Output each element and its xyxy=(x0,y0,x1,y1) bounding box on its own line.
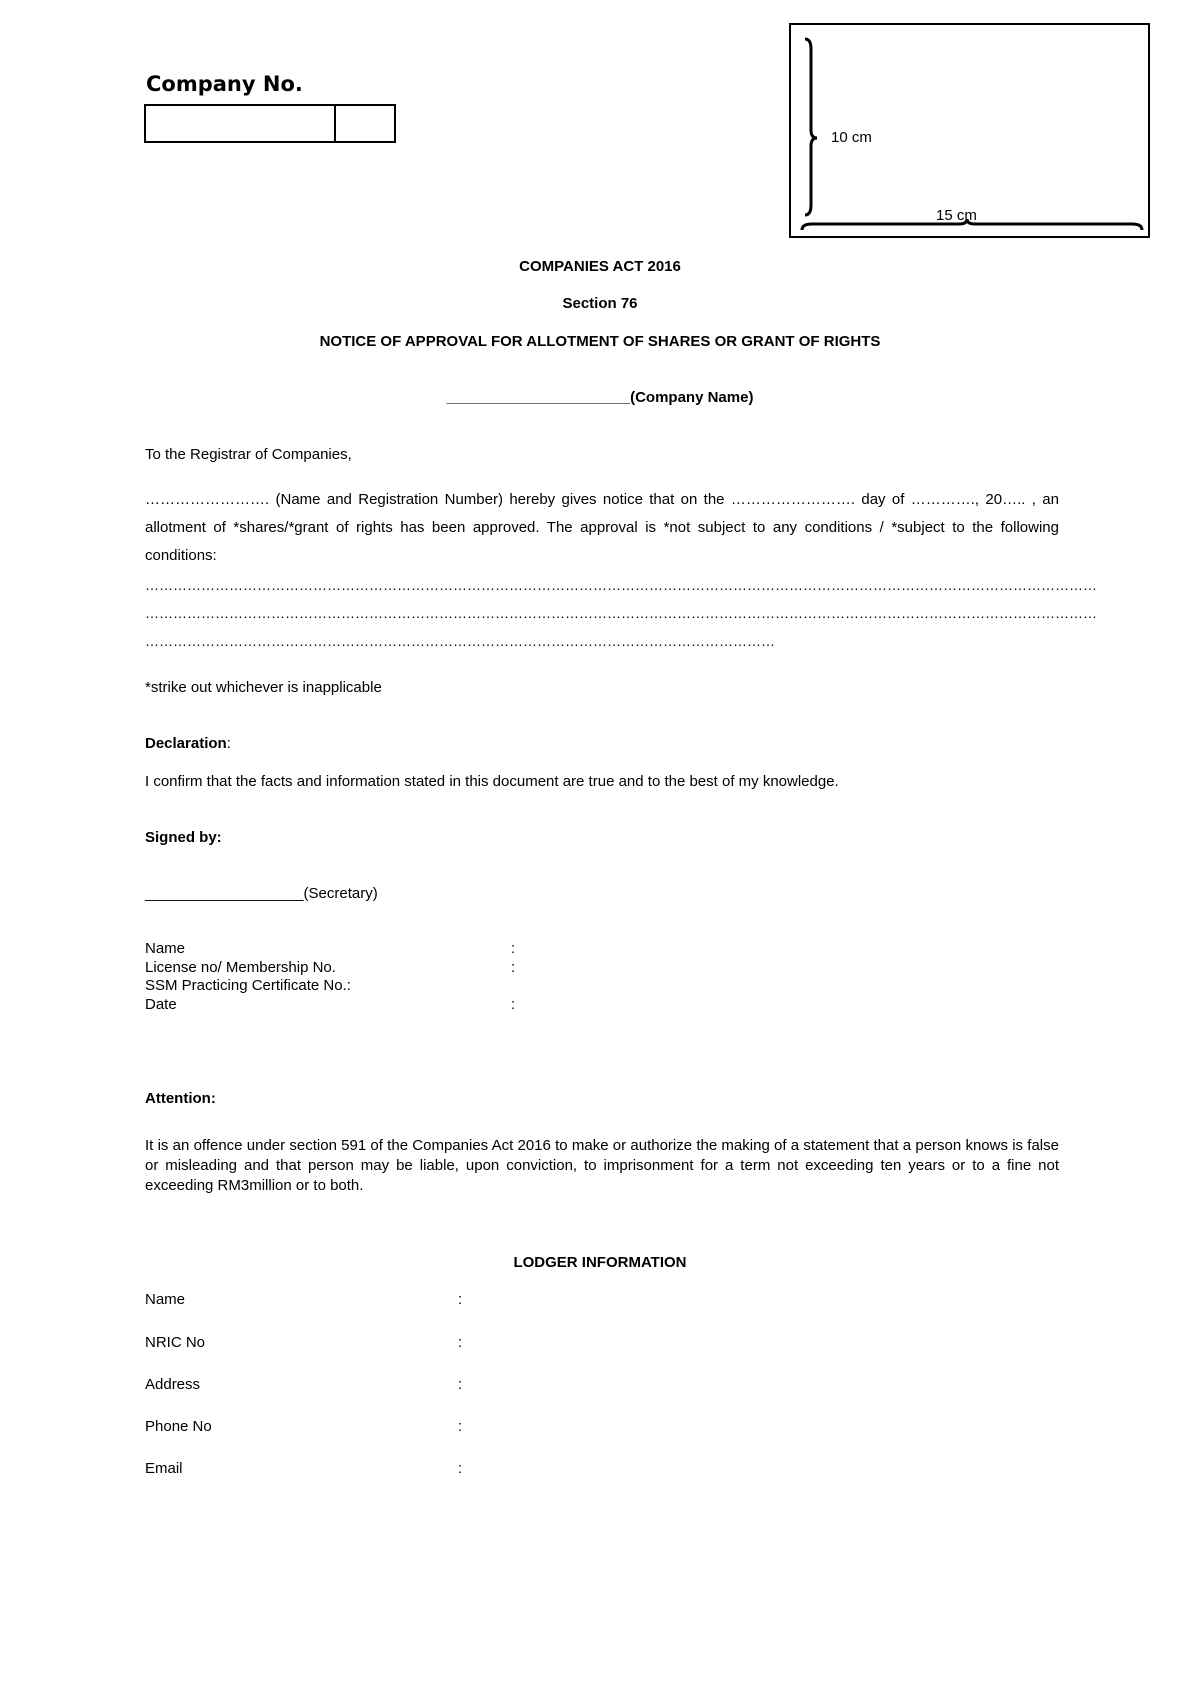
declaration-heading xyxy=(145,730,1059,758)
license-no-colon: : xyxy=(511,959,516,976)
secretary-label: (Secretary) xyxy=(303,885,378,902)
height-bracket xyxy=(805,39,817,215)
declaration-heading-text: Declaration xyxy=(145,735,227,752)
condition-line-2[interactable]: …………………………………………………………………………………………………………………………………………………………………………………… xyxy=(145,605,1097,621)
declaration-heading-colon: : xyxy=(226,735,231,752)
signature-blank[interactable]: ___________________ xyxy=(145,885,304,902)
photo-placeholder-box xyxy=(789,23,1150,238)
lodger-address-colon: : xyxy=(458,1376,463,1393)
secretary-signature-line xyxy=(145,880,1059,908)
lodger-email-colon: : xyxy=(458,1460,463,1477)
company-no-label: Company No. xyxy=(146,72,303,96)
lodger-name-label: Name xyxy=(145,1291,186,1308)
lodger-nric-label: NRIC No xyxy=(145,1334,206,1351)
signer-name-label: Name xyxy=(145,940,186,957)
height-dimension-label: 10 cm xyxy=(831,129,872,146)
lodger-name-colon: : xyxy=(458,1291,463,1308)
attention-text: It is an offence under section 591 of the Companies Act 2016 to make or authorize the making of a statement that a person knows is false or misleading and that person may be liable, upon conviction, to imprisonment for a term not exceeding ten years or to a fine not exceeding RM3million or to both. xyxy=(145,1137,1059,1194)
declaration-text: I confirm that the facts and information stated in this document are true and to the best of my knowledge. xyxy=(145,773,839,790)
company-no-box-divider xyxy=(334,106,336,141)
company-name-blank[interactable]: ______________________ xyxy=(446,389,631,406)
lodger-email-label: Email xyxy=(145,1460,183,1477)
lodger-nric-colon: : xyxy=(458,1334,463,1351)
salutation: To the Registrar of Companies, xyxy=(145,446,352,463)
signer-date-colon: : xyxy=(511,996,516,1013)
condition-line-3[interactable]: ……………………………………………………………………………………………………………………… xyxy=(145,633,775,649)
notice-title: NOTICE OF APPROVAL FOR ALLOTMENT OF SHARES OR GRANT OF RIGHTS xyxy=(319,333,881,350)
signed-by-heading: Signed by: xyxy=(145,829,222,846)
notice-paragraph: ……………………. (Name and Registration Number) hereby gives notice that on the ……………………. day of …………., 20….. , an allotment of *shares/*grant of rights has been approved. The approval is *not subject to any conditions / *subject to the following conditions: xyxy=(145,491,1059,564)
width-dimension-label: 15 cm xyxy=(936,207,977,224)
company-no-input-box[interactable] xyxy=(144,104,396,143)
lodger-address-label: Address xyxy=(145,1376,201,1393)
lodger-info-heading: LODGER INFORMATION xyxy=(513,1254,687,1271)
signer-date-label: Date xyxy=(145,996,177,1013)
section-title: Section 76 xyxy=(562,295,638,312)
company-name-line xyxy=(0,389,1200,406)
condition-line-1[interactable]: …………………………………………………………………………………………………………………………………………………………………………………… xyxy=(145,577,1097,593)
strike-out-note: *strike out whichever is inapplicable xyxy=(145,679,382,696)
attention-heading: Attention: xyxy=(145,1090,216,1107)
company-name-label: (Company Name) xyxy=(630,389,754,406)
lodger-phone-label: Phone No xyxy=(145,1418,212,1435)
signer-name-colon: : xyxy=(511,940,516,957)
ssm-certificate-label: SSM Practicing Certificate No.: xyxy=(145,977,351,994)
lodger-phone-colon: : xyxy=(458,1418,463,1435)
license-no-label: License no/ Membership No. xyxy=(145,959,336,976)
act-title: COMPANIES ACT 2016 xyxy=(519,258,681,275)
